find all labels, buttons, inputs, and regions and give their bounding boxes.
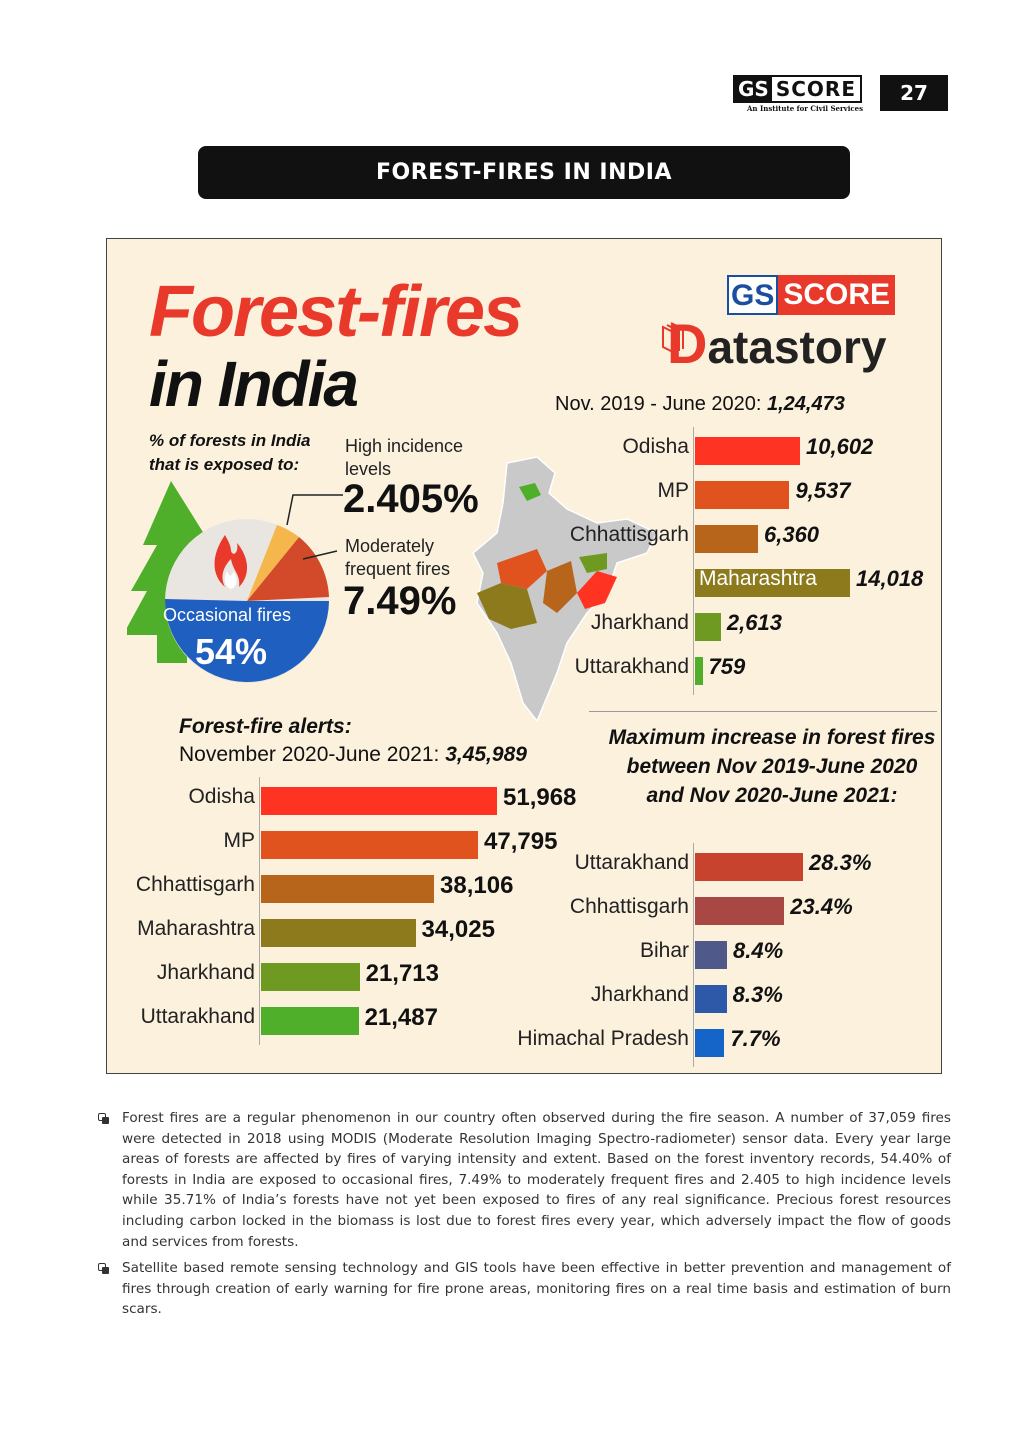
chart3-bar xyxy=(695,985,727,1013)
chart2-category-label: Jharkhand xyxy=(156,961,255,984)
bullet-icon xyxy=(98,1263,106,1271)
chart1-category-label: Maharashtra xyxy=(699,567,817,590)
chart3-bar xyxy=(695,897,784,925)
chart1-axis xyxy=(693,427,694,695)
chart2-subtitle-text: November 2020-June 2021: xyxy=(179,743,440,766)
moderate-fires-value: 7.49% xyxy=(343,579,457,623)
chart3-value-label: 8.4% xyxy=(733,938,784,963)
chart1-value-label: 759 xyxy=(708,654,746,679)
chart3-value-label: 7.7% xyxy=(730,1026,781,1051)
high-incidence-label: High incidence levels xyxy=(345,436,464,479)
chart2-value-label: 47,795 xyxy=(484,828,558,855)
chart2-category-label: Maharashtra xyxy=(137,917,255,940)
chart3-value-label: 28.3% xyxy=(809,850,872,875)
chart2-axis xyxy=(259,777,260,1045)
chart2-bar xyxy=(261,963,360,991)
chart3-value-label: 8.3% xyxy=(732,982,783,1007)
brand-score: SCORE xyxy=(778,275,895,315)
chart3-divider xyxy=(589,711,937,712)
chart1-category-label: Chhattisgarh xyxy=(569,523,689,546)
chart2-value-label: 34,025 xyxy=(421,916,495,943)
occasional-fires-label: Occasional fires xyxy=(163,605,292,625)
gs-score-logo xyxy=(733,75,870,113)
chart2-bar xyxy=(261,1007,359,1035)
datastory-rest: atastory xyxy=(707,321,887,373)
page-number: 27 xyxy=(880,75,948,111)
chart2-value-label: 21,487 xyxy=(364,1004,438,1031)
chart2-subtitle xyxy=(179,743,527,767)
chart2-title: Forest-fire alerts: xyxy=(179,715,352,738)
exposure-label: % of forests in India that is exposed to: xyxy=(149,431,311,474)
chart1-value-label: 6,360 xyxy=(763,522,820,547)
bullet-item xyxy=(96,1108,951,1252)
bullet-text: Forest fires are a regular phenomenon in our country often observed during the fire season. A number of 37,059 fires were detected in 2018 using MODIS (Moderate Resolution Imaging Spectro-radiometer) sensor data. Every year large areas of forests are affected by fires of varying intensity and extent. Based on the forest inventory records, 54.40% of forests in India are exposed to occasional fires, 7.49% to moderately frequent fires and 2.405 to high incidence levels while 35.71% of India’s forests have not yet been exposed to fires of any real significance. Precious forest resources including carbon locked in the biomass is lost due to forest fires every year, which adversely impact the flow of goods and services from forests. xyxy=(122,1110,951,1250)
logo-wordmark xyxy=(733,75,862,103)
moderate-fires-label: Moderately frequent fires xyxy=(345,536,451,579)
chart1-value-label: 2,613 xyxy=(726,610,782,635)
chart3-category-label: Himachal Pradesh xyxy=(517,1027,689,1050)
chart2-category-label: Chhattisgarh xyxy=(135,873,255,896)
chart1-category-label: MP xyxy=(657,479,689,502)
chart2-value-label: 51,968 xyxy=(503,784,577,811)
chart1-value-label: 14,018 xyxy=(856,566,924,591)
infographic-title-line1: Forest-fires xyxy=(149,272,522,352)
chart1-category-label: Uttarakhand xyxy=(574,655,689,678)
logo-score: SCORE xyxy=(775,77,856,101)
brand-gs: GS xyxy=(727,275,778,315)
infographic xyxy=(106,238,942,1074)
chart3-title: Maximum increase in forest fires between Nov 2019-June 2020 and Nov 2020-June 2021: xyxy=(608,726,936,807)
chart1-title-text: Nov. 2019 - June 2020: xyxy=(555,393,762,415)
chart1-total: 1,24,473 xyxy=(767,393,845,415)
bullet-item xyxy=(96,1258,951,1320)
logo-gs: GS xyxy=(735,77,772,101)
chart1-bar xyxy=(695,525,758,553)
chart3-category-label: Uttarakhand xyxy=(574,851,689,874)
logo-tagline: An Institute for Civil Services xyxy=(747,104,864,113)
chart2-category-label: Odisha xyxy=(188,785,255,808)
bullet-text: Satellite based remote sensing technology and GIS tools have been effective in better prevention and management of fires through creation of early warning for fire prone areas, monitoring fires on a real time basis and estimation of burn scars. xyxy=(122,1260,951,1318)
chart2-value-label: 21,713 xyxy=(365,960,439,987)
chart3-value-label: 23.4% xyxy=(790,894,853,919)
brand-datastory xyxy=(667,311,886,376)
chart3-category-label: Chhattisgarh xyxy=(569,895,689,918)
chart3-axis xyxy=(693,843,694,1067)
chart3-bar xyxy=(695,853,803,881)
page-title: FOREST-FIRES IN INDIA xyxy=(198,146,850,199)
chart2-value-label: 38,106 xyxy=(440,872,514,899)
chart3-category-label: Jharkhand xyxy=(590,983,689,1006)
chart3-bar xyxy=(695,1029,724,1057)
chart1-title xyxy=(555,393,845,416)
infographic-title-line2: in India xyxy=(149,348,357,420)
chart2-category-label: Uttarakhand xyxy=(140,1005,255,1028)
chart1-bar xyxy=(695,437,800,465)
chart2-total: 3,45,989 xyxy=(445,743,527,766)
high-incidence-value: 2.405% xyxy=(343,477,479,521)
occasional-fires-value: 54% xyxy=(195,631,268,672)
chart2-category-label: MP xyxy=(223,829,255,852)
chart1-category-label: Jharkhand xyxy=(590,611,689,634)
chart1-bar xyxy=(695,657,703,685)
chart1-category-label: Odisha xyxy=(622,435,689,458)
chart2-bar xyxy=(261,875,434,903)
chart1-bar xyxy=(695,481,789,509)
chart1-bar xyxy=(695,613,721,641)
datastory-d: D xyxy=(667,312,708,375)
gs-score-brand xyxy=(727,275,895,315)
chart3-category-label: Bihar xyxy=(639,939,689,962)
bullet-icon xyxy=(98,1113,106,1121)
chart3-bar xyxy=(695,941,727,969)
chart2-bar xyxy=(261,919,416,947)
body-bullets xyxy=(96,1108,951,1326)
chart2-bar xyxy=(261,787,497,815)
chart1-value-label: 10,602 xyxy=(806,434,874,459)
chart1-value-label: 9,537 xyxy=(795,478,851,503)
